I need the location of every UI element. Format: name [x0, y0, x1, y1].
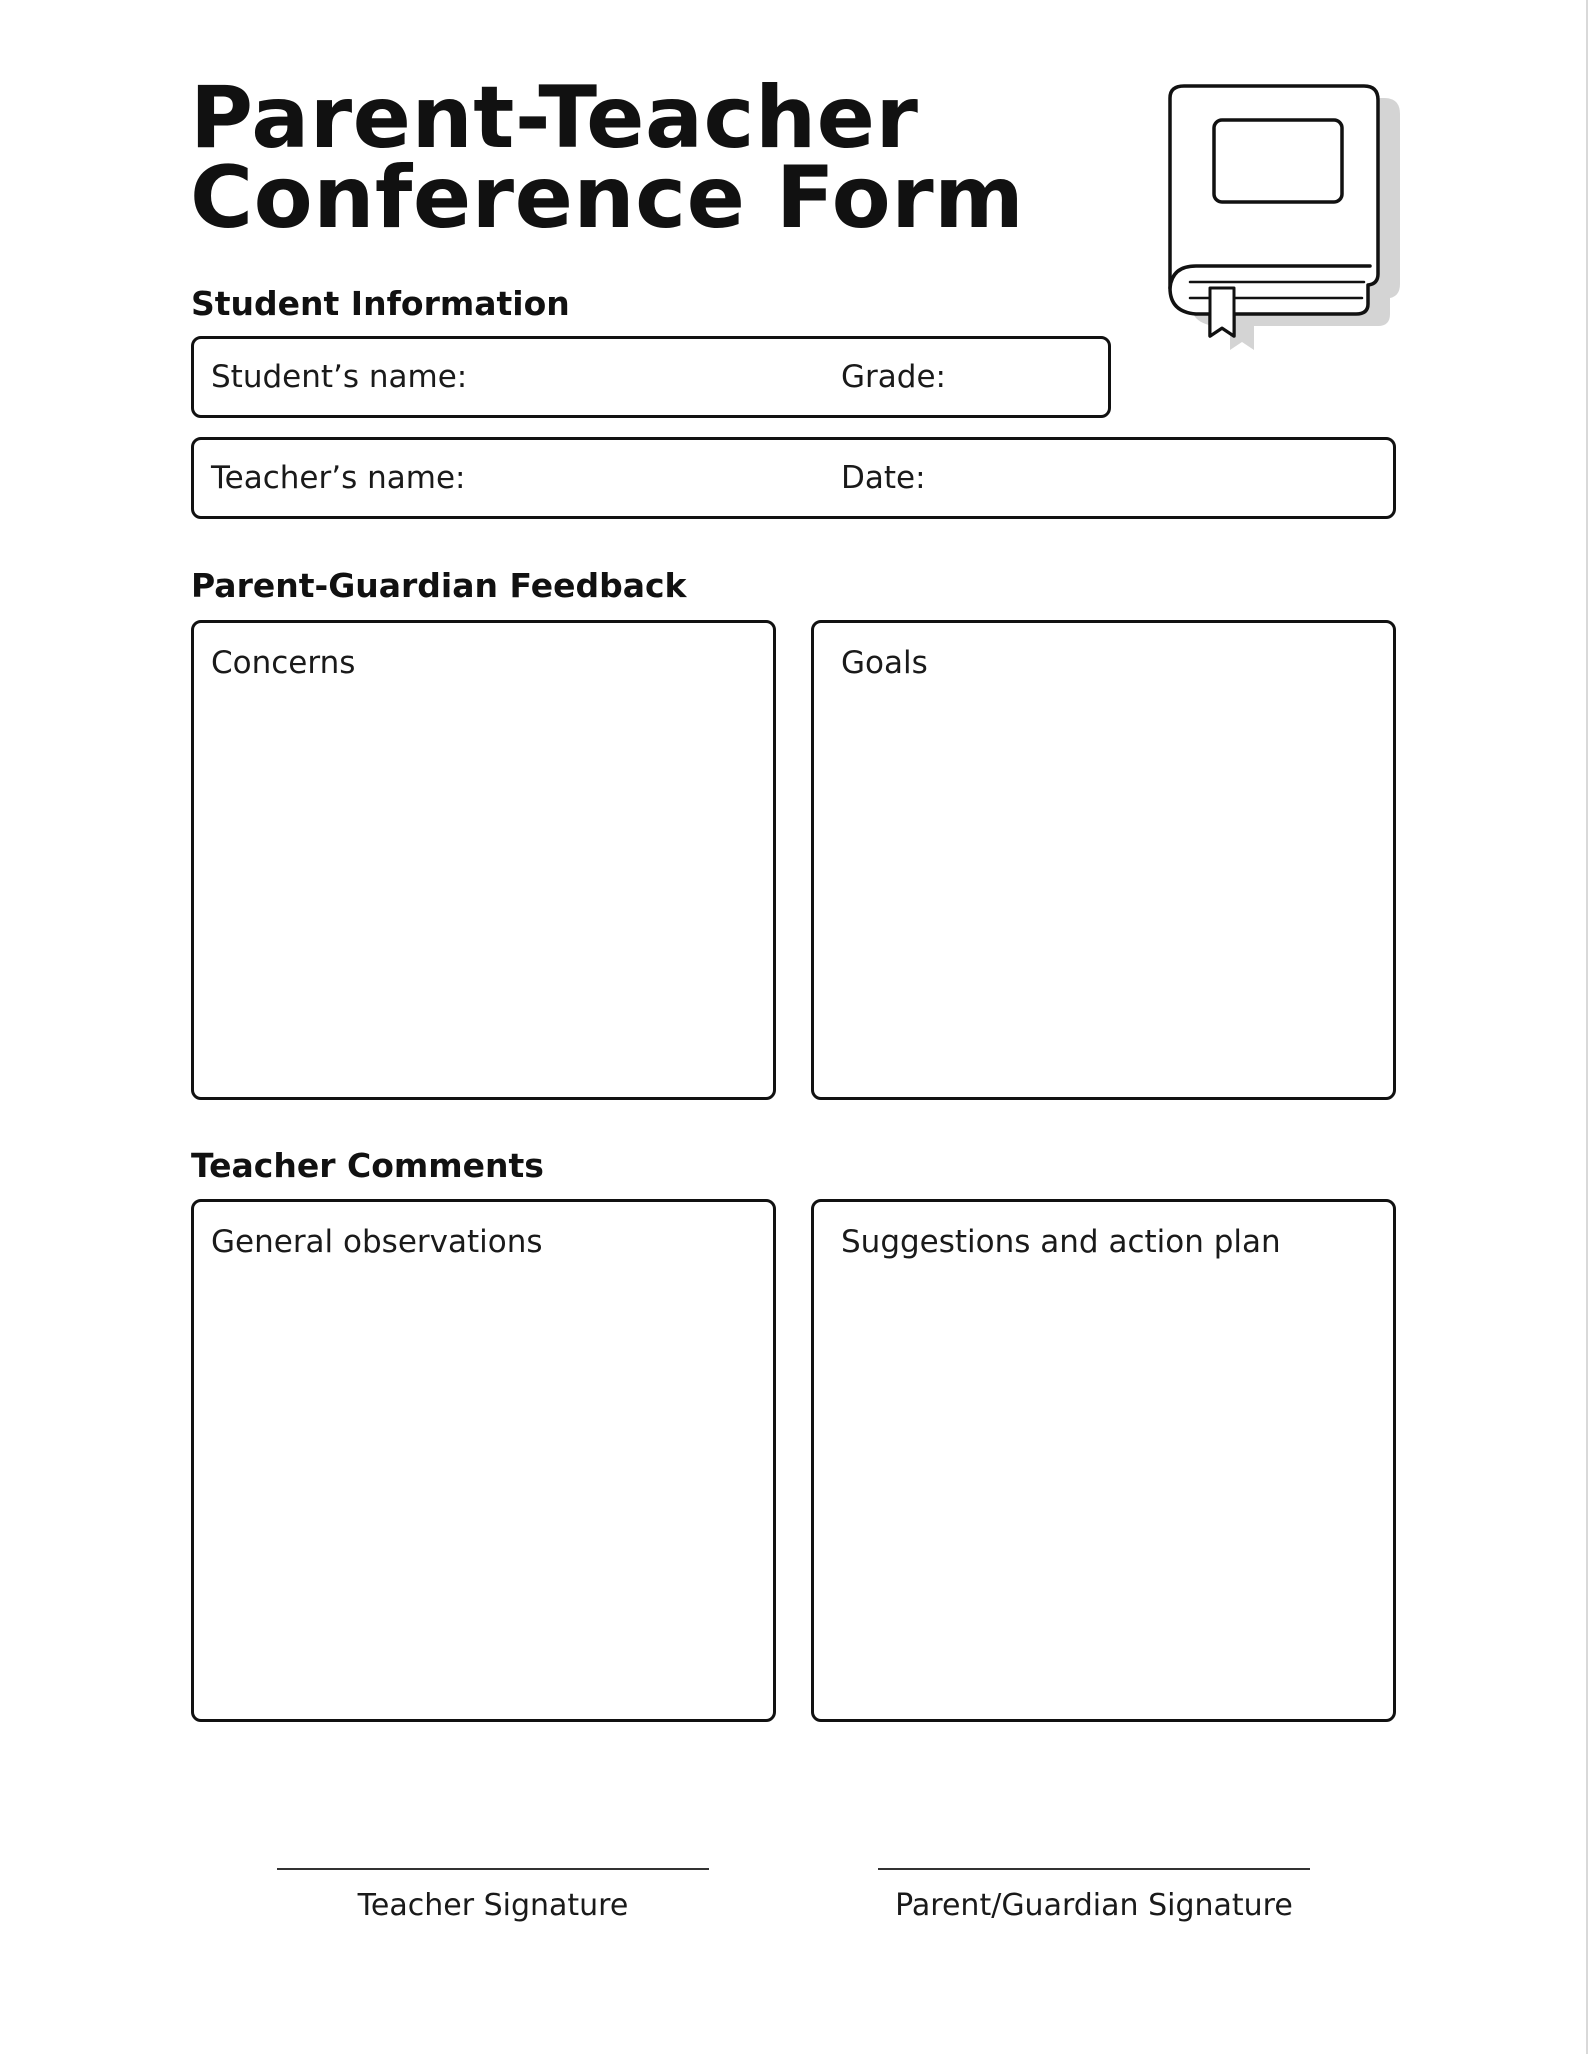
- page-title-line-2: Conference Form: [190, 148, 1025, 248]
- date-label: Date:: [841, 460, 926, 496]
- teacher-name-date-field[interactable]: [191, 437, 1396, 519]
- teacher-signature-line[interactable]: [277, 1868, 709, 1870]
- book-icon: [1150, 78, 1410, 368]
- teacher-name-label: Teacher’s name:: [211, 460, 466, 496]
- suggestions-action-plan-box[interactable]: [811, 1199, 1396, 1722]
- page-title-line-1: Parent-Teacher: [190, 68, 919, 168]
- goals-box[interactable]: [811, 620, 1396, 1100]
- grade-label: Grade:: [841, 359, 946, 395]
- teacher-comments-heading: Teacher Comments: [191, 1146, 544, 1185]
- page-title: [190, 68, 1025, 248]
- parent-signature-line[interactable]: [878, 1868, 1310, 1870]
- teacher-signature-label: Teacher Signature: [357, 1888, 629, 1923]
- parent-signature-label: Parent/Guardian Signature: [895, 1888, 1293, 1923]
- general-observations-box[interactable]: [191, 1199, 776, 1722]
- concerns-label: Concerns: [211, 645, 356, 681]
- parent-feedback-heading: Parent-Guardian Feedback: [191, 566, 687, 605]
- general-observations-label: General observations: [211, 1224, 543, 1260]
- student-name-label: Student’s name:: [211, 359, 468, 395]
- goals-label: Goals: [841, 645, 928, 681]
- student-information-heading: Student Information: [191, 284, 570, 323]
- student-name-grade-field[interactable]: [191, 336, 1111, 418]
- concerns-box[interactable]: [191, 620, 776, 1100]
- suggestions-label: Suggestions and action plan: [841, 1224, 1281, 1260]
